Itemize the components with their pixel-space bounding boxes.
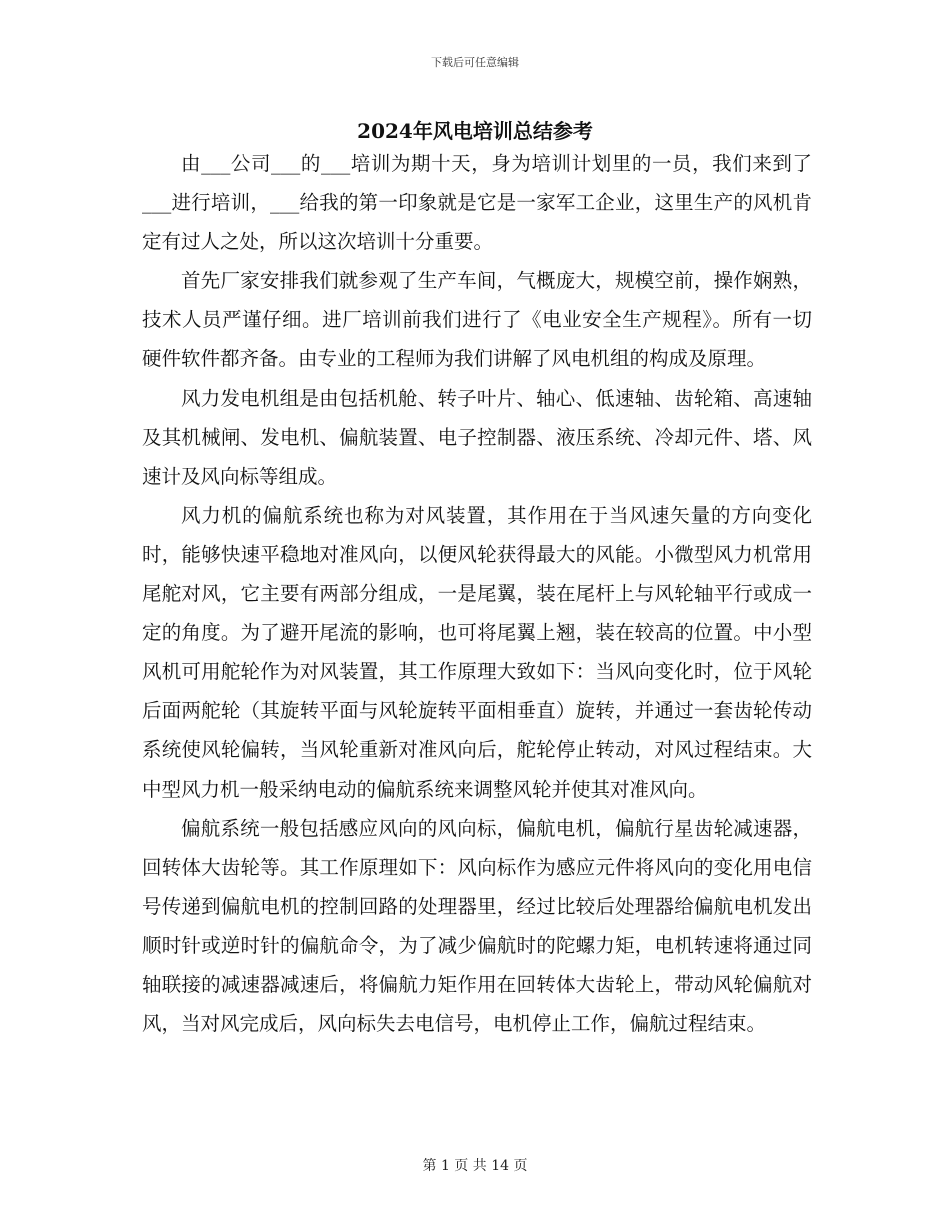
paragraph: 首先厂家安排我们就参观了生产车间，气概庞大，规模空前，操作娴熟，技术人员严谨仔细。进厂培训前我们进行了《电业安全生产规程》。所有一切硬件软件都齐备。由专业的工程师为我们讲解了风电机组的构成及原理。 [142, 269, 812, 371]
paragraph: 风力发电机组是由包括机舱、转子叶片、轴心、低速轴、齿轮箱、高速轴及其机械闸、发电机、偏航装置、电子控制器、液压系统、冷却元件、塔、风速计及风向标等组成。 [142, 386, 812, 488]
paragraph: 由___公司___的___培训为期十天，身为培训计划里的一员，我们来到了___进行培训，___给我的第一印象就是它是一家军工企业，这里生产的风机肯定有过人之处，所以这次培训十分重要。 [142, 152, 812, 254]
document-body [142, 144, 812, 1043]
document-title: 2024年风电培训总结参考 [357, 119, 593, 143]
header-note: 下载后可任意编辑 [431, 56, 519, 69]
paragraph: 风力机的偏航系统也称为对风装置，其作用在于当风速矢量的方向变化时，能够快速平稳地对准风向，以便风轮获得最大的风能。小微型风力机常用尾舵对风，它主要有两部分组成，一是尾翼，装在尾杆上与风轮轴平行或成一定的角度。为了避开尾流的影响，也可将尾翼上翘，装在较高的位置。中小型风机可用舵轮作为对风装置，其工作原理大致如下：当风向变化时，位于风轮后面两舵轮（其旋转平面与风轮旋转平面相垂直）旋转，并通过一套齿轮传动系统使风轮偏转，当风轮重新对准风向后，舵轮停止转动，对风过程结束。大中型风力机一般采纳电动的偏航系统来调整风轮并使其对准风向。 [142, 503, 812, 801]
page-number: 第 1 页 共 14 页 [422, 1158, 528, 1174]
paragraph: 偏航系统一般包括感应风向的风向标，偏航电机，偏航行星齿轮减速器，回转体大齿轮等。其工作原理如下：风向标作为感应元件将风向的变化用电信号传递到偏航电机的控制回路的处理器里，经过比较后处理器给偏航电机发出顺时针或逆时针的偏航命令，为了减少偏航时的陀螺力矩，电机转速将通过同轴联接的减速器减速后，将偏航力矩作用在回转体大齿轮上，带动风轮偏航对风，当对风完成后，风向标失去电信号，电机停止工作，偏航过程结束。 [142, 816, 812, 1036]
